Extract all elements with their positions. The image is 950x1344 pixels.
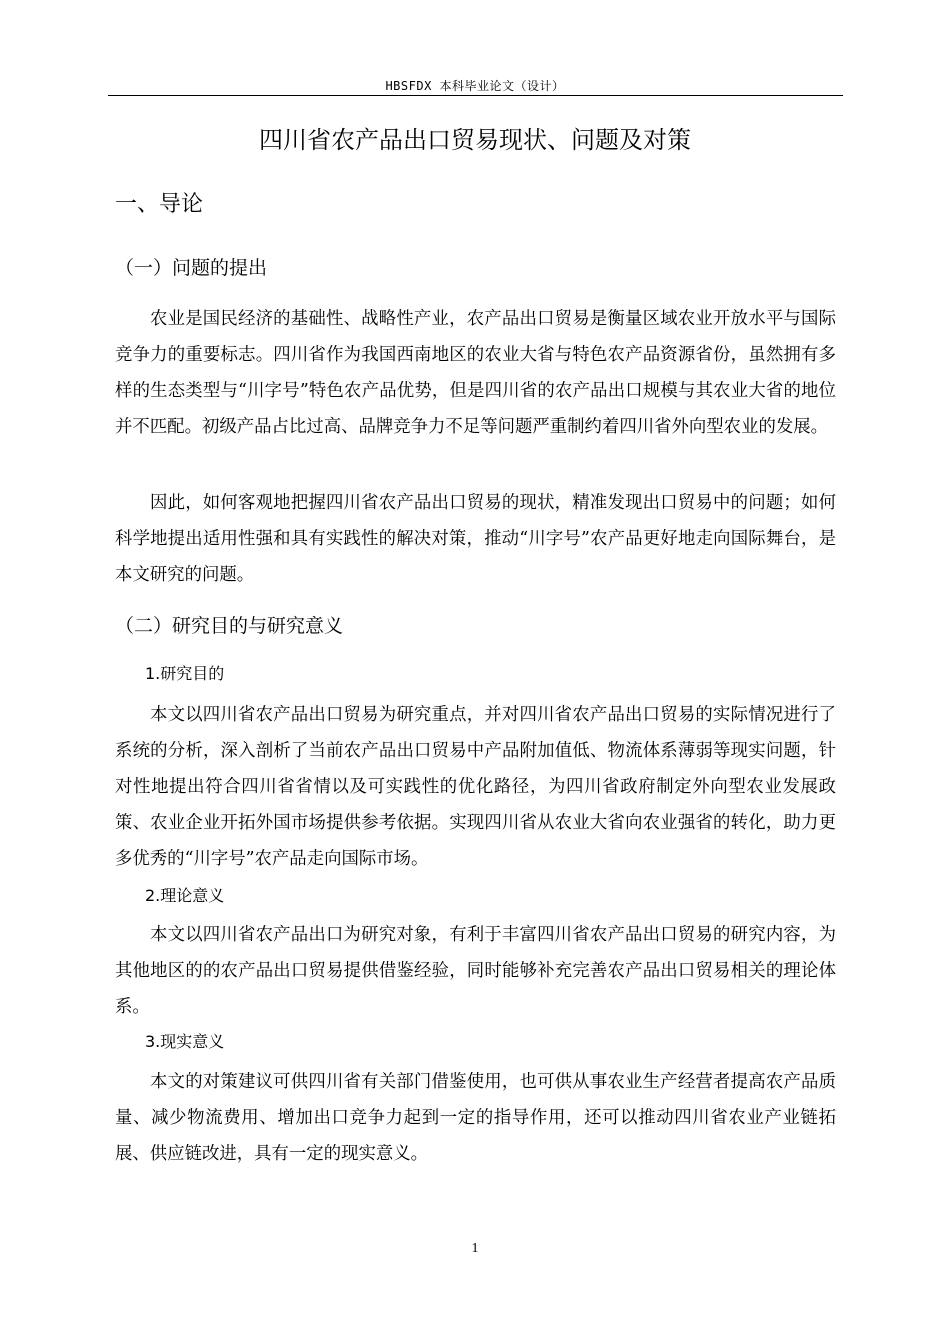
item-heading-practice: 3.现实意义 xyxy=(145,1032,225,1051)
item-heading-purpose: 1.研究目的 xyxy=(145,664,225,683)
subsection-heading-problem: （一）问题的提出 xyxy=(115,257,268,279)
running-header: HBSFDX 本科毕业论文（设计） xyxy=(385,79,565,93)
page-number: 1 xyxy=(471,1241,479,1256)
paragraph-practice: 本文的对策建议可供四川省有关部门借鉴使用，也可供从事农业生产经营者提高农产品质量、减少物流费用、增加出口竞争力起到一定的指导作用，还可以推动四川省农业产业链拓展、供应链改进，具有一定的现实意义。 xyxy=(115,1072,836,1164)
paragraph-problem-1: 农业是国民经济的基础性、战略性产业，农产品出口贸易是衡量区域农业开放水平与国际竞争力的重要标志。四川省作为我国西南地区的农业大省与特色农产品资源省份，虽然拥有多样的生态类型与“川字号”特色农产品优势，但是四川省的农产品出口规模与其农业大省的地位并不匹配。初级产品占比过高、品牌竞争力不足等问题严重制约着四川省外向型农业的发展。 xyxy=(115,309,836,437)
item-heading-theory: 2.理论意义 xyxy=(145,886,225,905)
section-heading-introduction: 一、导论 xyxy=(115,192,204,217)
paragraph-theory: 本文以四川省农产品出口为研究对象，有利于丰富四川省农产品出口贸易的研究内容，为其他地区的的农产品出口贸易提供借鉴经验，同时能够补充完善农产品出口贸易相关的理论体系。 xyxy=(115,925,836,1017)
header-divider xyxy=(108,95,843,96)
document-title: 四川省农产品出口贸易现状、问题及对策 xyxy=(259,126,691,154)
paragraph-purpose: 本文以四川省农产品出口贸易为研究重点，并对四川省农产品出口贸易的实际情况进行了系统的分析，深入剖析了当前农产品出口贸易中产品附加值低、物流体系薄弱等现实问题，针对性地提出符合四川省省情以及可实践性的优化路径，为四川省政府制定外向型农业发展政策、农业企业开拓外国市场提供参考依据。实现四川省从农业大省向农业强省的转化，助力更多优秀的“川字号”农产品走向国际市场。 xyxy=(115,705,836,869)
subsection-heading-purpose: （二）研究目的与研究意义 xyxy=(115,615,344,637)
paragraph-problem-2: 因此，如何客观地把握四川省农产品出口贸易的现状，精准发现出口贸易中的问题；如何科学地提出适用性强和具有实践性的解决对策，推动“川字号”农产品更好地走向国际舞台，是本文研究的问题。 xyxy=(115,493,836,585)
